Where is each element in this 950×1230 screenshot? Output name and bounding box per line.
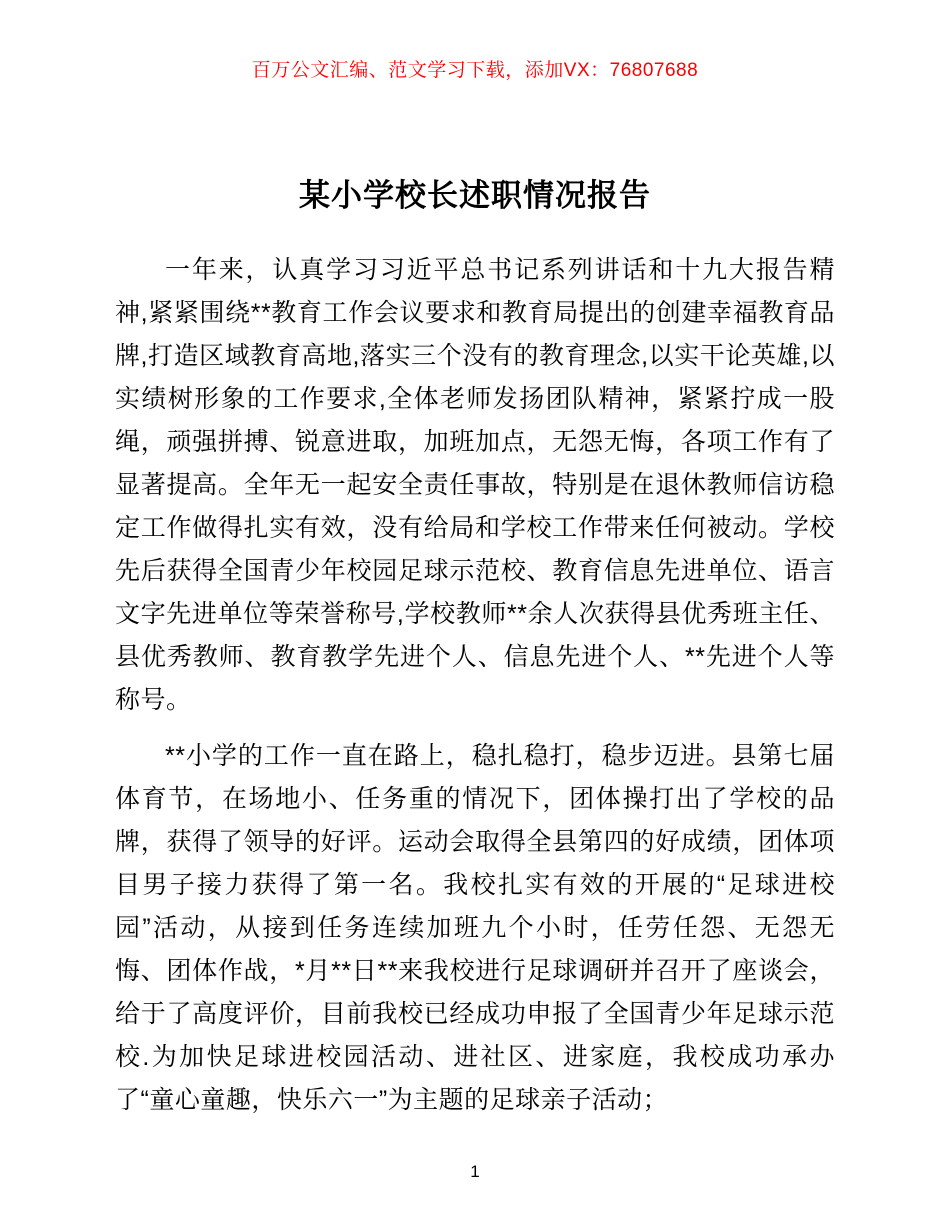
promo-banner-text: 百万公文汇编、范文学习下载，添加VX：76807688	[251, 60, 699, 81]
paragraph-1: 一年来，认真学习习近平总书记系列讲话和十九大报告精神,紧紧围绕**教育工作会议要求和教育局提出的创建幸福教育品牌,打造区域教育高地,落实三个没有的教育理念,以实干论英雄,以实绩树形象的工作要求,全体老师发扬团队精神，紧紧拧成一股绳，顽强拼搏、锐意进取，加班加点，无怨无悔，各项工作有了显著提高。全年无一起安全责任事故，特别是在退休教师信访稳定工作做得扎实有效，没有给局和学校工作带来任何被动。学校先后获得全国青少年校园足球示范校、教育信息先进单位、语言文字先进单位等荣誉称号,学校教师**余人次获得县优秀班主任、县优秀教师、教育教学先进个人、信息先进个人、**先进个人等称号。	[115, 256, 836, 714]
paragraph-2: **小学的工作一直在路上，稳扎稳打，稳步迈进。县第七届体育节，在场地小、任务重的情况下，团体操打出了学校的品牌，获得了领导的好评。运动会取得全县第四的好成绩，团体项目男子接力获得了第一名。我校扎实有效的开展的“足球进校园”活动，从接到任务连续加班九个小时，任劳任怨、无怨无悔、团体作战，*月**日**来我校进行足球调研并召开了座谈会，给于了高度评价，目前我校已经成功申报了全国青少年足球示范校.为加快足球进校园活动、进社区、进家庭，我校成功承办了“童心童趣，快乐六一”为主题的足球亲子活动；	[115, 742, 835, 1114]
document-title: 某小学校长述职情况报告	[299, 178, 651, 213]
document-body	[115, 249, 835, 1122]
page-number: 1	[470, 1162, 480, 1181]
